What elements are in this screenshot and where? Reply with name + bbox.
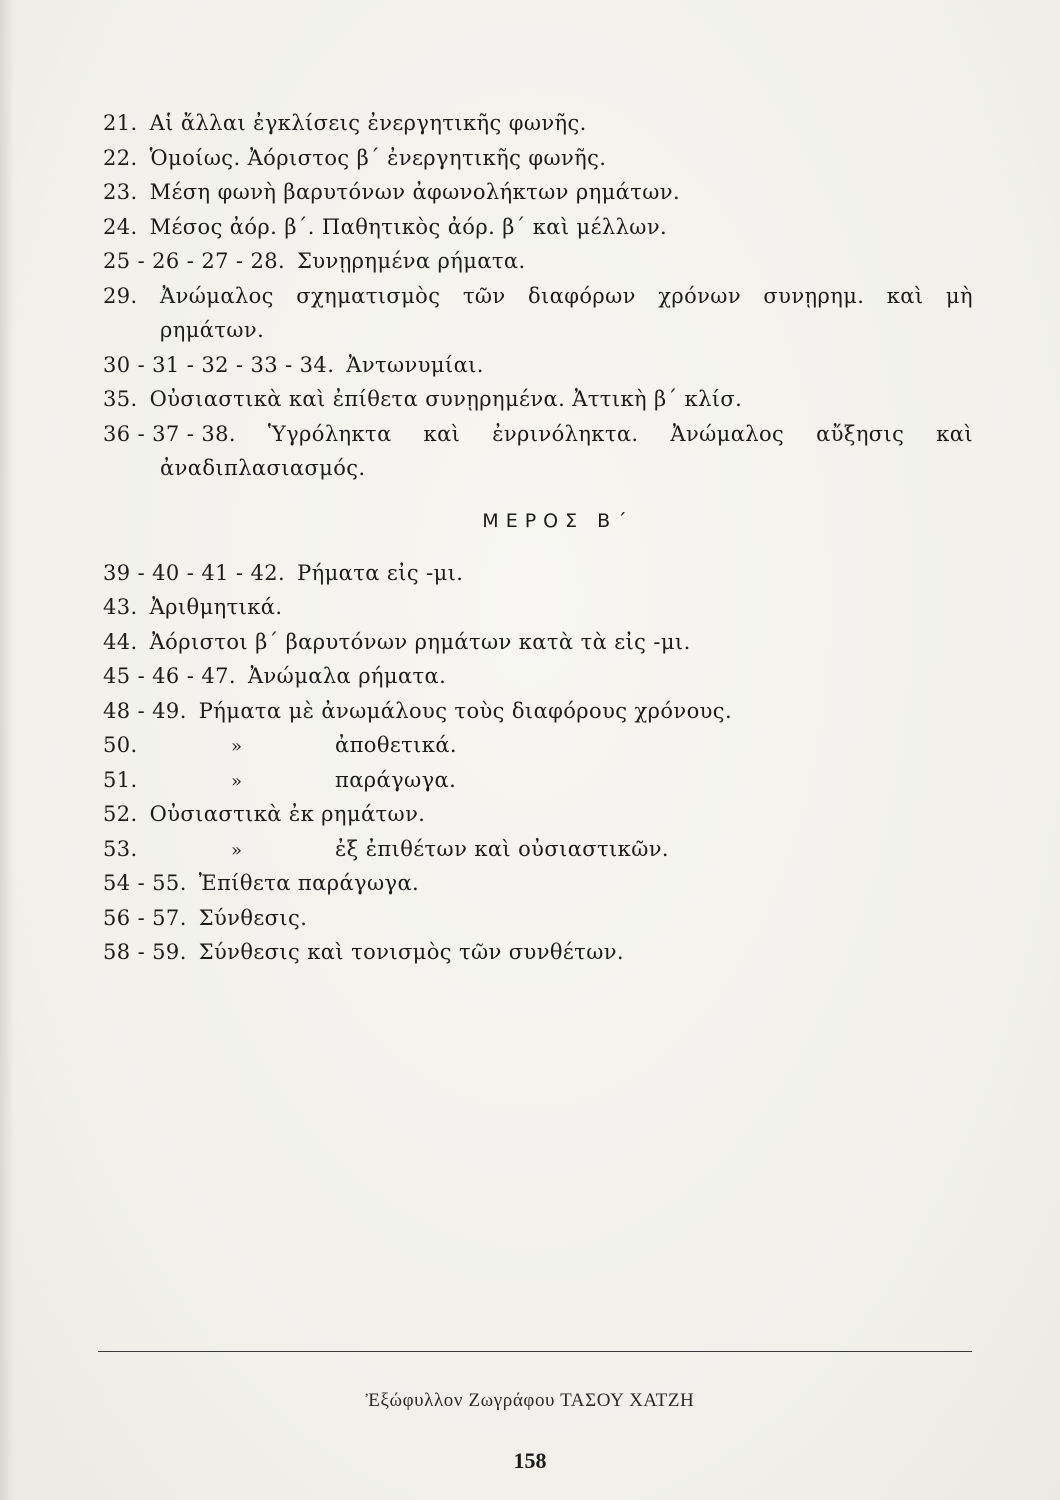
- toc-entry: [103, 728, 973, 763]
- ditto-mark: »: [231, 839, 243, 861]
- toc-entry: [103, 556, 973, 591]
- toc-entry-continuation: ἀναδιπλασιασμός.: [160, 456, 366, 480]
- toc-word: τῶν: [462, 283, 506, 308]
- toc-title: Ἀόριστοι β΄ βαρυτόνων ρημάτων κατὰ τὰ εἰς -μι.: [149, 629, 691, 654]
- toc-word: σχηματισμὸς: [296, 283, 441, 308]
- toc-word: καὶ: [886, 283, 924, 308]
- footer-rule: [98, 1351, 972, 1352]
- toc-entry: [103, 244, 973, 279]
- toc-title: παράγωγα.: [335, 767, 457, 792]
- toc-word: μὴ: [945, 283, 973, 308]
- toc-title: ἀποθετικά.: [335, 733, 457, 757]
- page-number: 158: [513, 1448, 547, 1473]
- toc-number: 48 - 49.: [103, 698, 187, 723]
- toc-number: 39 - 40 - 41 - 42.: [103, 560, 286, 585]
- toc-entry: [103, 866, 973, 901]
- toc-title: Σύνθεσις.: [198, 905, 308, 930]
- toc-title: ἐξ ἐπιθέτων καὶ οὐσιαστικῶν.: [335, 836, 669, 861]
- toc-title: Οὐσιαστικὰ ἐκ ρημάτων.: [149, 802, 426, 826]
- toc-title: Ἀνώμαλα ρήματα.: [247, 664, 447, 688]
- ditto-mark: »: [231, 736, 243, 757]
- toc-entry: [103, 141, 973, 176]
- table-of-contents: [103, 106, 973, 970]
- toc-word: αὔξησις: [816, 421, 905, 446]
- toc-number: 25 - 26 - 27 - 28.: [103, 249, 286, 273]
- toc-word: Ὑγρόληκτα: [267, 421, 392, 446]
- toc-number: 51.: [103, 767, 138, 792]
- toc-entry: [103, 832, 973, 867]
- toc-title: Ὁμοίως. Ἀόριστος β΄ ἐνεργητικῆς φωνῆς.: [149, 145, 607, 170]
- toc-word: χρόνων: [658, 283, 741, 308]
- toc-number: 36 - 37 - 38.: [103, 421, 236, 446]
- toc-title: Οὐσιαστικὰ καὶ ἐπίθετα συνῃρημένα. Ἀττικὴ β΄ κλίσ.: [149, 387, 743, 411]
- cover-credit: Ἐξώφυλλον Ζωγράφου ΤΑΣΟΥ ΧΑΤΖΗ: [365, 1390, 695, 1411]
- toc-title: Μέσος ἀόρ. β΄. Παθητικὸς ἀόρ. β΄ καὶ μέλλων.: [149, 214, 668, 239]
- toc-entry: [103, 935, 973, 970]
- toc-entry: [103, 694, 973, 729]
- toc-number: 56 - 57.: [103, 905, 187, 930]
- toc-number: 35.: [103, 387, 138, 411]
- page-binding-shadow: [0, 0, 14, 1500]
- toc-number: 44.: [103, 629, 138, 654]
- toc-word: συνῃρημ.: [763, 283, 865, 308]
- toc-title: Συνῃρημένα ρήματα.: [297, 249, 526, 273]
- toc-entry: [103, 797, 973, 832]
- toc-number: 53.: [103, 836, 138, 861]
- toc-number: 52.: [103, 802, 138, 826]
- toc-entry: [103, 279, 973, 314]
- toc-number: 54 - 55.: [103, 871, 187, 895]
- toc-entry: [103, 106, 973, 141]
- toc-title: Μέση φωνὴ βαρυτόνων ἀφωνολήκτων ρημάτων.: [149, 180, 681, 204]
- toc-title: Ρήματα μὲ ἀνωμάλους τοὺς διαφόρους χρόνους.: [198, 698, 733, 723]
- toc-entry: [103, 382, 973, 417]
- toc-word: διαφόρων: [527, 283, 636, 308]
- section-heading: ΜΕΡΟΣ Β΄: [482, 509, 634, 532]
- toc-number: 45 - 46 - 47.: [103, 664, 236, 688]
- toc-entry: [103, 417, 973, 452]
- toc-word: Ἀνώμαλος: [670, 421, 785, 446]
- toc-title: Ἀντωνυμίαι.: [346, 352, 484, 377]
- toc-title: Σύνθεσις καὶ τονισμὸς τῶν συνθέτων.: [198, 940, 624, 964]
- toc-number: 21.: [103, 111, 138, 135]
- toc-number: 43.: [103, 595, 138, 619]
- toc-entry: [103, 590, 973, 625]
- toc-entry: [103, 901, 973, 936]
- toc-number: 30 - 31 - 32 - 33 - 34.: [103, 352, 335, 377]
- toc-number: 22.: [103, 145, 138, 170]
- toc-title: Αἱ ἄλλαι ἐγκλίσεις ἐνεργητικῆς φωνῆς.: [149, 111, 587, 135]
- toc-number: 58 - 59.: [103, 940, 187, 964]
- toc-entry: [103, 175, 973, 210]
- toc-word: καὶ: [423, 421, 461, 446]
- toc-entry: [103, 659, 973, 694]
- ditto-mark: »: [231, 770, 243, 792]
- toc-title: Ἐπίθετα παράγωγα.: [198, 871, 420, 895]
- toc-number: 50.: [103, 733, 138, 757]
- toc-title: Ἀριθμητικά.: [149, 595, 283, 619]
- toc-entry: [103, 763, 973, 798]
- toc-word: Ἀνώμαλος: [160, 283, 274, 308]
- toc-word: καὶ: [936, 421, 973, 446]
- toc-entry: [103, 348, 973, 383]
- toc-word: ἐνρινόληκτα.: [492, 421, 639, 446]
- toc-entry: [103, 625, 973, 660]
- toc-entry-continuation: ρημάτων.: [160, 318, 265, 342]
- toc-title: Ρήματα εἰς -μι.: [297, 560, 464, 585]
- toc-number: 24.: [103, 214, 138, 239]
- toc-number: 23.: [103, 180, 138, 204]
- toc-number: 29.: [103, 283, 138, 308]
- toc-entry: [103, 210, 973, 245]
